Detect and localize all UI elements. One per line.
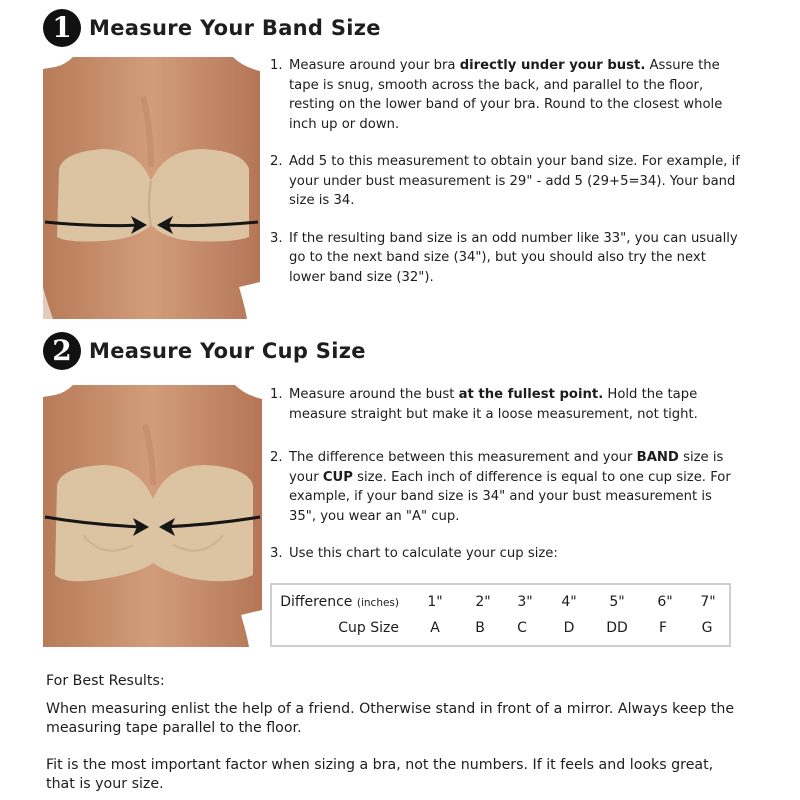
band-step-1: 1. Measure around your bra directly under your bust. Assure the tape is snug, smooth across the back, and parallel to the floor, resting on the lower band of your bra. Round to the closest whole inch up or down. — [270, 58, 723, 132]
tips-heading: For Best Results: — [46, 673, 165, 689]
band-measurement-photo — [43, 57, 260, 319]
section-heading: Measure Your Cup Size — [89, 339, 366, 363]
difference-cell: 6" — [657, 594, 673, 610]
cup-measurement-photo — [43, 385, 262, 647]
band-step-3: 3. If the resulting band size is an odd number like 33", you can usually go to the next band size (34"), but you should also try the next lower band size (32"). — [270, 230, 738, 285]
cup-cell: G — [701, 620, 713, 636]
tip-paragraph: When measuring enlist the help of a friend. Otherwise stand in front of a mirror. Always keep the measuring tape parallel to the floor. — [46, 701, 735, 736]
band-step-2: 2. Add 5 to this measurement to obtain your band size. For example, if your under bust measurement is 29" - add 5 (29+5=34). Your band size is 34. — [270, 154, 740, 208]
difference-label: Difference (inches) — [280, 594, 399, 610]
cup-step-3: 3. Use this chart to calculate your cup size: — [270, 546, 558, 561]
best-results-tips — [46, 672, 746, 794]
torso-illustration — [43, 385, 262, 647]
cup-size-label: Cup Size — [338, 620, 399, 636]
difference-cell: 3" — [517, 594, 533, 610]
section-heading: Measure Your Band Size — [89, 16, 381, 40]
band-size-steps — [270, 56, 740, 287]
section-title-cup-size — [43, 331, 366, 371]
step-number-badge: 1 — [43, 9, 81, 47]
cup-size-chart — [270, 583, 731, 647]
cup-step-1: 1. Measure around the bust at the fullest point. Hold the tape measure straight but make it a loose measurement, not tight. — [270, 387, 698, 422]
difference-cell: 2" — [475, 594, 491, 610]
step-number-badge: 2 — [43, 332, 81, 370]
section-title-band-size — [43, 8, 381, 48]
cup-cell: C — [517, 620, 527, 636]
difference-row — [272, 594, 729, 616]
cup-size-row — [272, 620, 729, 642]
cup-cell: A — [430, 620, 440, 636]
cup-cell: D — [563, 620, 575, 636]
torso-illustration — [43, 57, 260, 319]
cup-size-steps — [270, 385, 740, 564]
cup-step-2: 2. The difference between this measurement and your BAND size is your CUP size. Each inch of difference is equal to one cup size. For example, if your band size is 34" and your bust measurement is 35", you wear an "A" cup. — [270, 450, 731, 524]
cup-cell: DD — [606, 620, 628, 636]
cup-cell: F — [658, 620, 668, 636]
difference-cell: 4" — [561, 594, 577, 610]
difference-cell: 7" — [700, 594, 716, 610]
cup-cell: B — [475, 620, 485, 636]
difference-cell: 1" — [427, 594, 443, 610]
difference-cell: 5" — [609, 594, 625, 610]
tip-paragraph: Fit is the most important factor when sizing a bra, not the numbers. If it feels and looks great, that is your size. — [46, 757, 714, 792]
